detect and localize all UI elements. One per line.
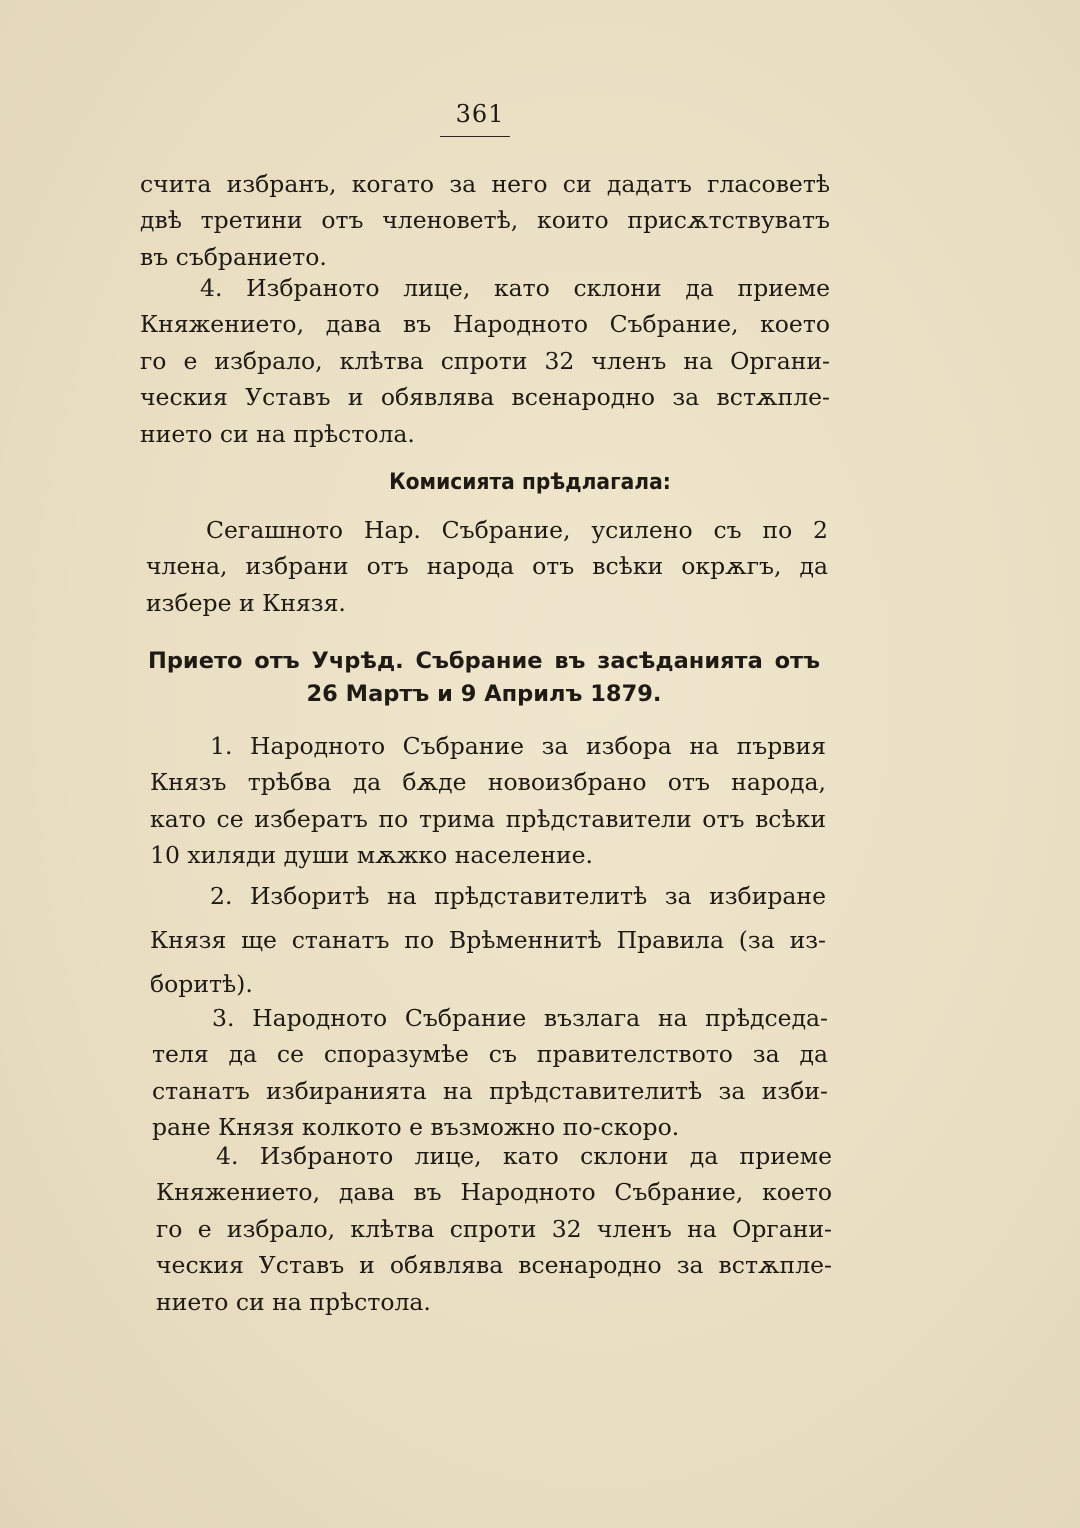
- text-line: нието си на прѣстола.: [140, 419, 415, 448]
- text-line: ческия Уставъ и обявлява всенародно за встѫпле-: [140, 383, 830, 412]
- item-1: [150, 728, 826, 874]
- text-line: Сегашното Нар. Събрание, усилено съ по 2: [206, 516, 828, 544]
- text-line: 4. Избраното лице, като склони да приеме: [200, 274, 830, 302]
- commission-heading: Комисията прѣдлагала:: [389, 470, 671, 495]
- text-line: като се изберaтъ по трима прѣдставители отъ всѣки: [150, 804, 826, 833]
- text-line: нието си на прѣстола.: [156, 1287, 431, 1316]
- adopted-heading-line: Приeто отъ Учрѣд. Събрание въ засѣданията отъ: [148, 648, 820, 674]
- text-line: 4. Избраното лице, като склони да приеме: [216, 1142, 832, 1170]
- text-line: ческия Уставъ и обявлява всенародно за встѫпле-: [156, 1251, 832, 1280]
- text-line: го е избрало, клѣтва спроти 32 членъ на Органи-: [140, 346, 830, 375]
- text-line: въ събранието.: [140, 242, 327, 271]
- text-line: Княжението, дава въ Народното Събрание, което: [140, 310, 830, 339]
- paragraph-4-first: [140, 270, 830, 452]
- text-line: станатъ избиранията на прѣдставителитѣ за изби-: [152, 1076, 828, 1105]
- text-line: 10 хиляди души мѫжко население.: [150, 841, 594, 870]
- page-number: 361: [455, 100, 505, 128]
- text-line: боритѣ).: [150, 970, 253, 998]
- item-3: [152, 1000, 828, 1146]
- text-line: двѣ третини отъ членоветѣ, които присѫтствуватъ: [140, 206, 830, 235]
- text-line: счита избранъ, когато за него си дадатъ гласоветѣ: [140, 170, 830, 198]
- page-number-rule: [440, 136, 510, 137]
- commission-paragraph: [146, 512, 828, 621]
- adopted-heading-date: 26 Мартъ и 9 Априлъ 1879.: [306, 681, 662, 707]
- text-line: избере и Князя.: [146, 588, 346, 617]
- continuation-paragraph: [140, 166, 830, 275]
- text-line: Князъ трѣбва да бѫде новоизбрано отъ народа,: [150, 768, 826, 797]
- text-line: Князя ще станатъ по Врѣменнитѣ Правила (за из-: [150, 926, 826, 954]
- text-line: теля да се споразумѣе съ правителството за да: [152, 1040, 828, 1069]
- text-line: 1. Народното Събрание за избора на първия: [210, 732, 826, 760]
- text-line: 3. Народното Събрание възлага на прѣдседа-: [212, 1004, 828, 1032]
- text-line: члена, избрани отъ народа отъ всѣки окрѫгъ, да: [146, 552, 828, 581]
- text-line: ране Князя колкото е възможно по-скоро.: [152, 1113, 680, 1142]
- text-line: 2. Изборитѣ на прѣдставителитѣ за избиране: [210, 882, 826, 910]
- item-2: [150, 874, 826, 1006]
- item-4: [156, 1138, 832, 1320]
- text-line: го е избрало, клѣтва спроти 32 членъ на Органи-: [156, 1214, 832, 1243]
- adopted-heading: [148, 645, 820, 711]
- text-line: Княжението, дава въ Народното Събрание, което: [156, 1178, 832, 1207]
